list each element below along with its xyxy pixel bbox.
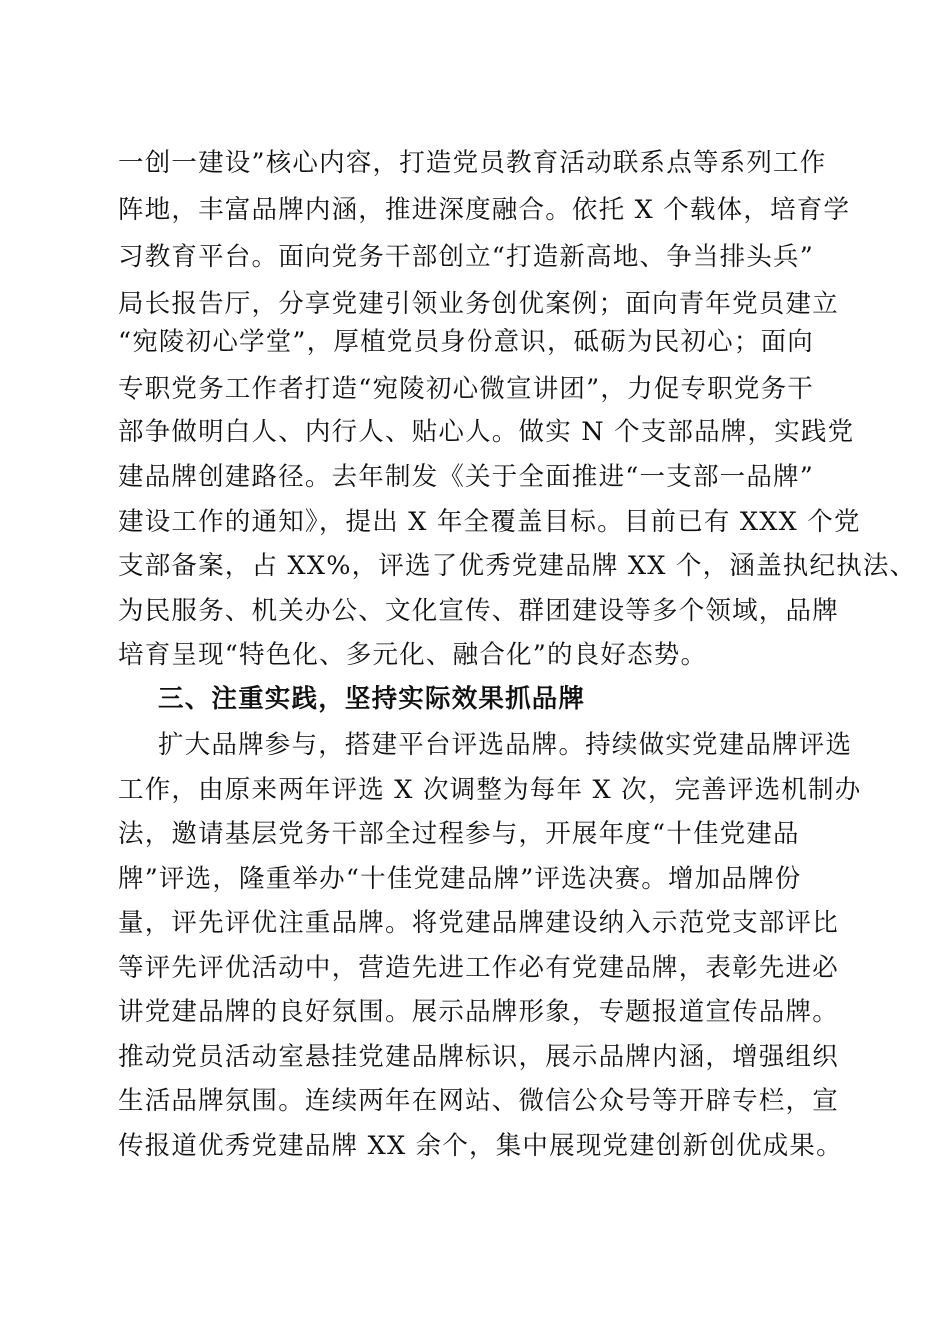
paragraph-1-line: 建品牌创建路径。去年制发《关于全面推进“一支部一品牌” — [118, 462, 814, 492]
section-heading: 三、注重实践，坚持实际效果抓品牌 — [158, 684, 586, 714]
paragraph-2-line: 生活品牌氛围。连续两年在网站、微信公众号等开辟专栏，宣 — [118, 1086, 839, 1116]
paragraph-1-line: 局长报告厅，分享党建引领业务创优案例；面向青年党员建立 — [118, 289, 839, 319]
paragraph-1-line: 部争做明白人、内行人、贴心人。做实 N 个支部品牌，实践党 — [118, 417, 855, 447]
paragraph-1-line: 专职党务工作者打造“宛陵初心微宣讲团”，力促专职党务干 — [118, 374, 814, 404]
paragraph-1-line: 阵地，丰富品牌内涵，推进深度融合。依托 X 个载体，培育学 — [118, 195, 851, 225]
paragraph-1-line: “宛陵初心学堂”，厚植党员身份意识，砥砺为民初心；面向 — [118, 327, 814, 357]
paragraph-2-line: 法，邀请基层党务干部全过程参与，开展年度“十佳党建品 — [118, 819, 800, 849]
paragraph-1-line: 支部备案，占 XX%，评选了优秀党建品牌 XX 个，涵盖执纪执法、 — [118, 551, 917, 581]
paragraph-2-line: 传报道优秀党建品牌 XX 余个，集中展现党建创新创优成果。 — [118, 1131, 843, 1161]
paragraph-1-line: 习教育平台。面向党务干部创立“打造新高地、争当排头兵” — [118, 242, 814, 272]
paragraph-2-line: 推动党员活动室悬挂党建品牌标识，展示品牌内涵，增强组织 — [118, 1042, 839, 1072]
paragraph-1-line: 一创一建设”核心内容，打造党员教育活动联系点等系列工作 — [118, 148, 827, 178]
paragraph-2-line: 工作，由原来两年评选 X 次调整为每年 X 次，完善评选机制办 — [118, 775, 862, 805]
paragraph-2-line: 扩大品牌参与，搭建平台评选品牌。持续做实党建品牌评选 — [158, 730, 853, 760]
paragraph-1-line: 为民服务、机关办公、文化宣传、群团建设等多个领域，品牌 — [118, 596, 839, 626]
paragraph-2-line: 等评先评优活动中，营造先进工作必有党建品牌，表彰先进必 — [118, 953, 839, 983]
paragraph-2-line: 讲党建品牌的良好氛围。展示品牌形象，专题报道宣传品牌。 — [118, 997, 839, 1027]
paragraph-2-line: 量，评先评优注重品牌。将党建品牌建设纳入示范党支部评比 — [118, 908, 839, 938]
paragraph-1-line: 培育呈现“特色化、多元化、融合化”的良好态势。 — [118, 640, 708, 670]
paragraph-2-line: 牌”评选，隆重举办“十佳党建品牌”评选决赛。增加品牌份 — [118, 864, 802, 894]
paragraph-1-line: 建设工作的通知》，提出 X 年全覆盖目标。目前已有 XXX 个党 — [118, 507, 861, 537]
